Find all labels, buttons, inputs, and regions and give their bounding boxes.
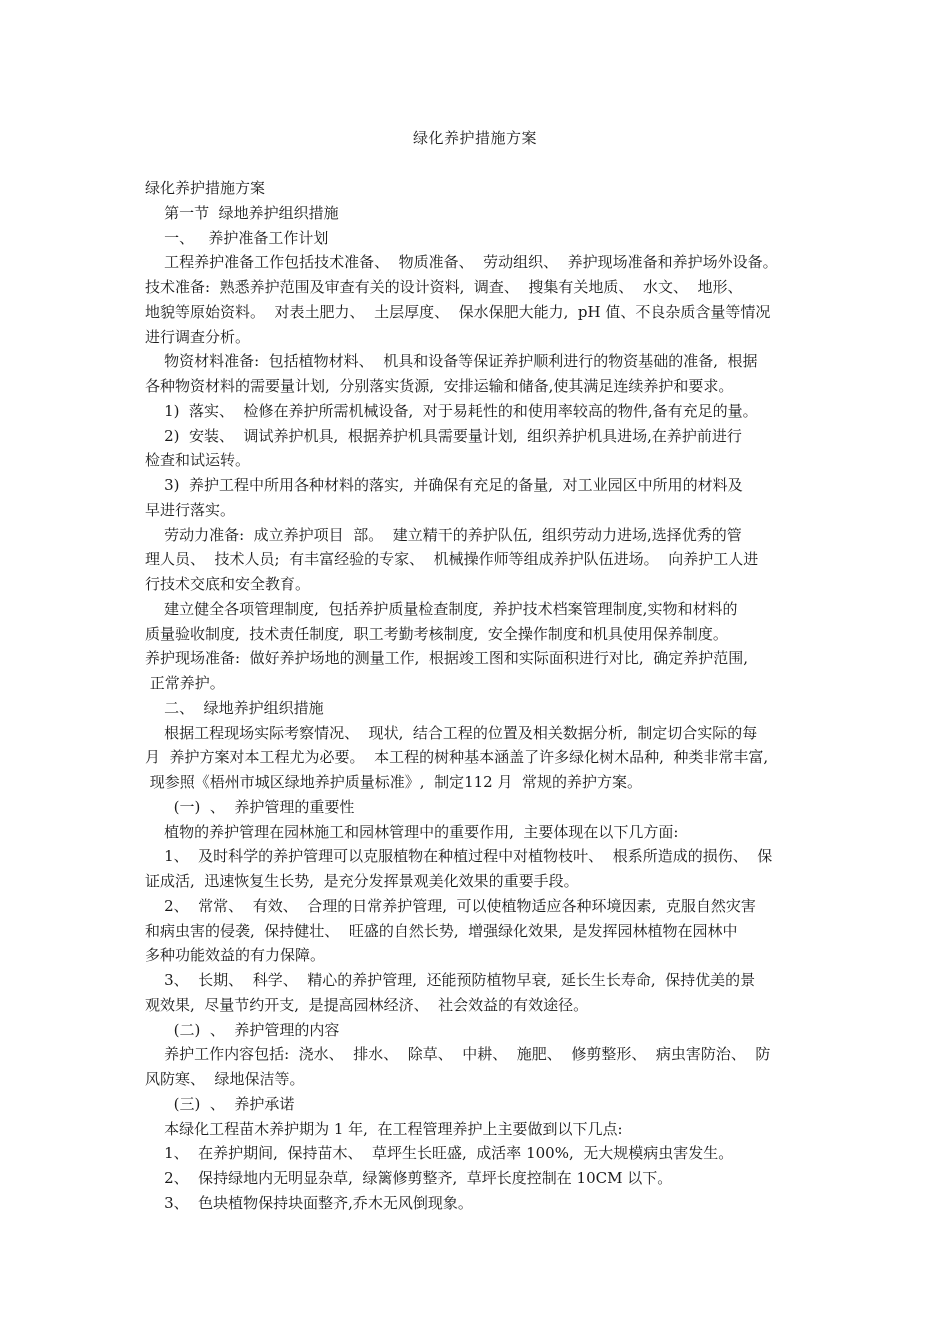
text-line: 劳动力准备: 成立养护项目 部。 建立精干的养护队伍, 组织劳动力进场,选择优秀的管 [145, 525, 742, 544]
text-line: 本绿化工程苗木养护期为 1 年, 在工程管理养护上主要做到以下几点: [145, 1119, 623, 1138]
text-line: 养护工作内容包括: 浇水、 排水、 除草、 中耕、 施肥、 修剪整形、 病虫害防治、 防 [145, 1045, 771, 1064]
text-line: 早进行落实。 [145, 500, 236, 519]
text-line: 1) 落实、 检修在养护所需机械设备, 对于易耗性的和使用率较高的物件,备有充足的量。 [145, 401, 758, 420]
text-line: 3) 养护工程中所用各种材料的落实, 并确保有充足的备量, 对工业园区中所用的材料及 [145, 476, 743, 494]
text-line: (二) 、 养护管理的内容 [145, 1020, 340, 1039]
text-line: 进行调查分析。 [145, 327, 251, 346]
text-line: (一) 、 养护管理的重要性 [145, 797, 355, 816]
document-title: 绿化养护措施方案 [412, 129, 537, 147]
text-line: 绿化养护措施方案 [145, 179, 266, 197]
text-line: 二、 绿地养护组织措施 [145, 698, 324, 717]
text-line: 3、 长期、 科学、 精心的养护管理, 还能预防植物早衰, 延长生长寿命, 保持优美的景 [145, 971, 756, 989]
document-body [145, 176, 820, 1216]
text-line: 月 养护方案对本工程尤为必要。 本工程的树种基本涵盖了许多绿化树木品种, 种类非常丰富, [145, 748, 769, 767]
text-line: 2、 保持绿地内无明显杂草, 绿篱修剪整齐, 草坪长度控制在 10CM 以下。 [145, 1169, 673, 1187]
text-line: 2、 常常、 有效、 合理的日常养护管理, 可以使植物适应各种环境因素, 克服自然灾害 [145, 896, 756, 915]
text-line: 检查和试运转。 [145, 451, 251, 470]
text-line: 2) 安装、 调试养护机具, 根据养护机具需要量计划, 组织养护机具进场,在养护前进行 [145, 426, 742, 445]
text-line: 工程养护准备工作包括技术准备、 物质准备、 劳动组织、 养护现场准备和养护场外设备。 [145, 253, 778, 272]
text-line: 技术准备: 熟悉养护范围及审查有关的设计资料, 调查、 搜集有关地质、 水文、 地形、 [145, 278, 743, 296]
text-line: 养护现场准备: 做好养护场地的测量工作, 根据竣工图和实际面积进行对比, 确定养护范围, [145, 649, 748, 668]
text-line: 风防寒、 绿地保洁等。 [145, 1070, 305, 1088]
text-line: 行技术交底和安全教育。 [145, 575, 311, 593]
text-line: 地貌等原始资料。 对表土肥力、 土层厚度、 保水保肥大能力, pH 值、不良杂质含量等情况 [145, 302, 771, 321]
text-line: 质量验收制度, 技术责任制度, 职工考勤考核制度, 安全操作制度和机具使用保养制度。 [145, 624, 728, 643]
text-line: 建立健全各项管理制度, 包括养护质量检查制度, 养护技术档案管理制度,实物和材料的 [145, 599, 738, 618]
text-line: 物资材料准备: 包括植物材料、 机具和设备等保证养护顺利进行的物资基础的准备, 根据 [145, 352, 758, 371]
text-line: 1、 及时科学的养护管理可以克服植物在种植过程中对植物枝叶、 根系所造成的损伤、 保 [145, 847, 773, 866]
text-line: 证成活, 迅速恢复生长势, 是充分发挥景观美化效果的重要手段。 [145, 872, 579, 890]
text-line: 根据工程现场实际考察情况、 现状, 结合工程的位置及相关数据分析, 制定切合实际的每 [145, 723, 758, 742]
text-line: 第一节 绿地养护组织措施 [145, 203, 339, 222]
text-line: 理人员、 技术人员; 有丰富经验的专家、 机械操作师等组成养护队伍进场。 向养护工人进 [145, 550, 759, 569]
text-line: 1、 在养护期间, 保持苗木、 草坪生长旺盛, 成活率 100%, 无大规模病虫害发生。 [145, 1144, 734, 1163]
text-line: 植物的养护管理在园林施工和园林管理中的重要作用, 主要体现在以下几方面: [145, 822, 679, 841]
text-line: 多种功能效益的有力保障。 [145, 946, 326, 965]
text-line: 一、 养护准备工作计划 [145, 228, 329, 247]
text-line: 观效果, 尽量节约开支, 是提高园林经济、 社会效益的有效途径。 [145, 995, 589, 1014]
text-line: 现参照《梧州市城区绿地养护质量标准》, 制定112 月 常规的养护方案。 [145, 773, 643, 791]
text-line: 各种物资材料的需要量计划, 分别落实货源, 安排运输和储备,使其满足连续养护和要求。 [145, 377, 734, 395]
text-line: 正常养护。 [145, 674, 225, 692]
text-line: 3、 色块植物保持块面整齐,乔木无风倒现象。 [145, 1193, 473, 1212]
text-line: 和病虫害的侵袭, 保持健壮、 旺盛的自然长势, 增强绿化效果, 是发挥园林植物在园林中 [145, 921, 738, 940]
text-line: (三) 、 养护承诺 [145, 1094, 295, 1113]
